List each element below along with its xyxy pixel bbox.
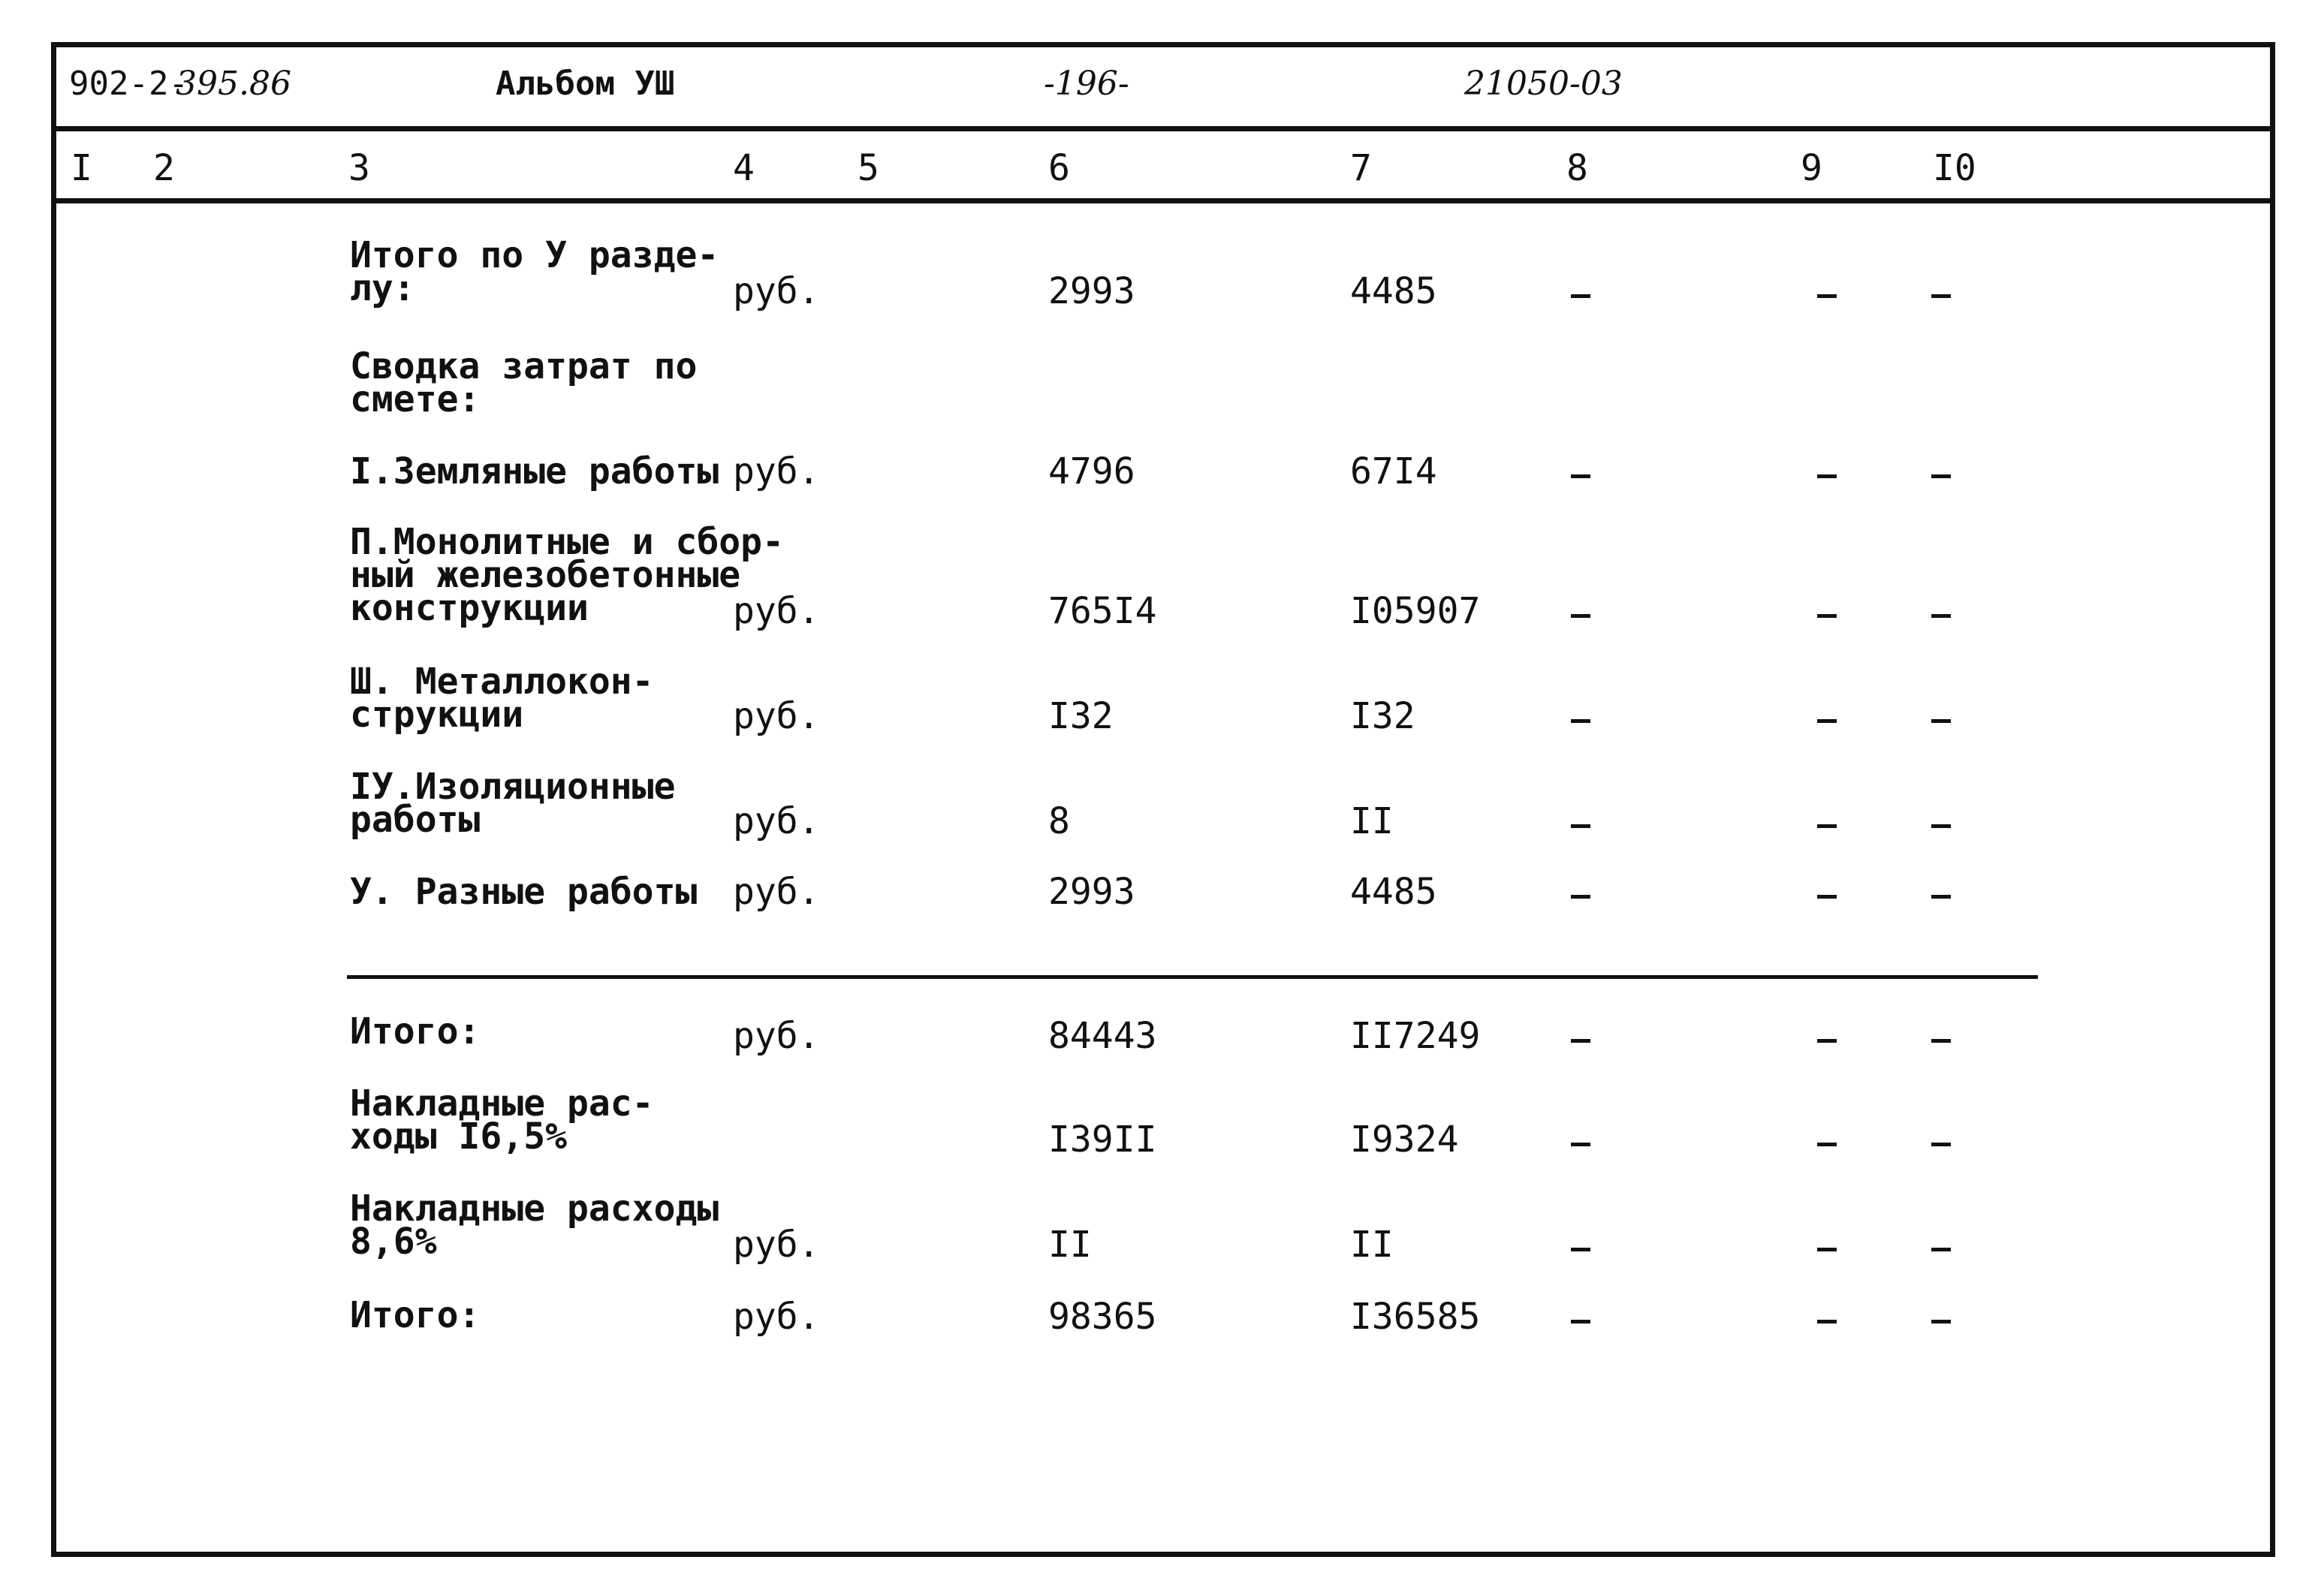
empty-value-dash bbox=[1931, 614, 1951, 618]
row-unit: руб. bbox=[733, 871, 820, 913]
column-number: 5 bbox=[858, 147, 879, 189]
doc-code-handwritten: 395.86 bbox=[176, 65, 291, 103]
empty-value-dash bbox=[1817, 614, 1837, 618]
row-description: I.Земляные работы bbox=[350, 450, 719, 492]
row-value-col7: I32 bbox=[1350, 695, 1415, 737]
row-description: У. Разные работы bbox=[350, 871, 698, 913]
column-number: 8 bbox=[1566, 147, 1588, 189]
total-label: Итого: bbox=[350, 1294, 481, 1336]
empty-value-dash bbox=[1571, 294, 1590, 298]
empty-value-dash bbox=[1571, 474, 1590, 478]
empty-value-dash bbox=[1571, 1039, 1590, 1043]
row-description: Накладные расходы 8,6% bbox=[350, 1188, 719, 1263]
empty-value-dash bbox=[1931, 719, 1951, 723]
column-number: I0 bbox=[1933, 147, 1976, 189]
empty-value-dash bbox=[1931, 824, 1951, 828]
row-unit: руб. bbox=[733, 1224, 820, 1266]
empty-value-dash bbox=[1571, 895, 1590, 899]
total-rule bbox=[347, 975, 2038, 979]
column-number: 6 bbox=[1048, 147, 1070, 189]
empty-value-dash bbox=[1931, 294, 1951, 298]
row-unit: руб. bbox=[733, 590, 820, 632]
empty-value-dash bbox=[1817, 824, 1837, 828]
row-description: П.Монолитные и сбор- ный железобетонные конструкции bbox=[350, 521, 784, 629]
row-value-col6: I32 bbox=[1048, 695, 1114, 737]
column-number: 3 bbox=[348, 147, 370, 189]
row-value-col6: I39II bbox=[1048, 1119, 1157, 1161]
row-value-col6: 2993 bbox=[1048, 871, 1135, 913]
row-value-col6: 84443 bbox=[1048, 1015, 1157, 1057]
column-number: 4 bbox=[733, 147, 755, 189]
empty-value-dash bbox=[1817, 1039, 1837, 1043]
row-value-col7: II bbox=[1350, 1224, 1394, 1266]
empty-value-dash bbox=[1817, 1248, 1837, 1251]
album-label: Альбом УШ bbox=[496, 65, 675, 103]
header-divider bbox=[51, 126, 2275, 131]
empty-value-dash bbox=[1931, 1320, 1951, 1323]
empty-value-dash bbox=[1931, 1039, 1951, 1043]
row-unit: руб. bbox=[733, 450, 820, 492]
row-value-col7: I05907 bbox=[1350, 590, 1481, 632]
empty-value-dash bbox=[1571, 1320, 1590, 1323]
empty-value-dash bbox=[1817, 1320, 1837, 1323]
empty-value-dash bbox=[1931, 1143, 1951, 1146]
row-value-col6: II bbox=[1048, 1224, 1092, 1266]
empty-value-dash bbox=[1817, 294, 1837, 298]
empty-value-dash bbox=[1571, 719, 1590, 723]
column-number: 9 bbox=[1801, 147, 1822, 189]
empty-value-dash bbox=[1817, 474, 1837, 478]
empty-value-dash bbox=[1571, 824, 1590, 828]
row-value-col7: II7249 bbox=[1350, 1015, 1481, 1057]
empty-value-dash bbox=[1817, 1143, 1837, 1146]
row-unit: руб. bbox=[733, 800, 820, 842]
empty-value-dash bbox=[1817, 895, 1837, 899]
row-unit: руб. bbox=[733, 695, 820, 737]
empty-value-dash bbox=[1931, 1248, 1951, 1251]
project-code: 21050-03 bbox=[1464, 65, 1623, 103]
row-value-col7: I36585 bbox=[1350, 1296, 1481, 1338]
column-number: 2 bbox=[153, 147, 175, 189]
row-value-col6: 98365 bbox=[1048, 1296, 1157, 1338]
row-unit: руб. bbox=[733, 270, 820, 312]
doc-code-prefix: 902-2- bbox=[69, 65, 188, 103]
row-description: IУ.Изоляционные работы bbox=[350, 766, 676, 841]
row-value-col6: 765I4 bbox=[1048, 590, 1157, 632]
subtotal-label: Итого: bbox=[350, 1010, 481, 1052]
row-description: Итого по У разде- лу: bbox=[350, 234, 719, 309]
row-value-col6: 8 bbox=[1048, 800, 1070, 842]
row-value-col7: I9324 bbox=[1350, 1119, 1459, 1161]
empty-value-dash bbox=[1571, 1248, 1590, 1251]
row-value-col6: 2993 bbox=[1048, 270, 1135, 312]
row-description: Накладные рас- ходы I6,5% bbox=[350, 1083, 654, 1158]
page-number: -196- bbox=[1044, 65, 1129, 103]
column-number: I bbox=[71, 147, 92, 189]
column-header-divider bbox=[51, 198, 2275, 203]
empty-value-dash bbox=[1571, 614, 1590, 618]
empty-value-dash bbox=[1571, 1143, 1590, 1146]
row-value-col7: 4485 bbox=[1350, 270, 1437, 312]
row-value-col7: 4485 bbox=[1350, 871, 1437, 913]
row-value-col7: 67I4 bbox=[1350, 450, 1437, 492]
empty-value-dash bbox=[1931, 895, 1951, 899]
row-unit: руб. bbox=[733, 1296, 820, 1338]
row-value-col6: 4796 bbox=[1048, 450, 1135, 492]
empty-value-dash bbox=[1931, 474, 1951, 478]
column-number: 7 bbox=[1350, 147, 1372, 189]
section-heading: Сводка затрат по смете: bbox=[350, 345, 698, 420]
row-unit: руб. bbox=[733, 1015, 820, 1057]
empty-value-dash bbox=[1817, 719, 1837, 723]
row-description: Ш. Металлокон- струкции bbox=[350, 661, 654, 736]
row-value-col7: II bbox=[1350, 800, 1394, 842]
